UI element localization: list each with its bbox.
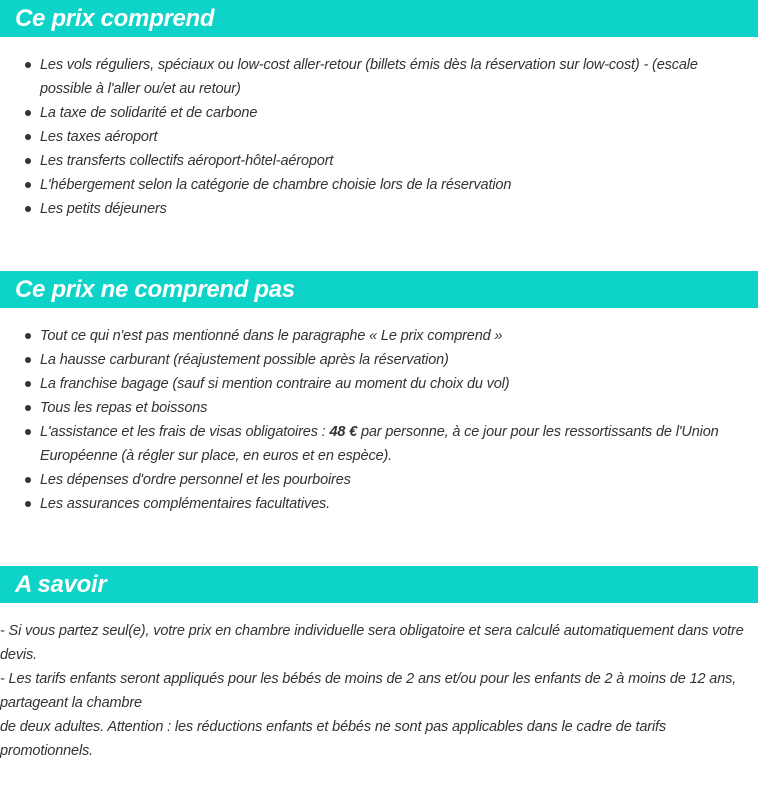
included-item: La taxe de solidarité et de carbone <box>0 101 758 125</box>
bullet-icon <box>25 405 31 411</box>
section-title-ne-comprend-pas: Ce prix ne comprend pas <box>15 276 295 303</box>
section-title-a-savoir: A savoir <box>15 571 107 598</box>
a-savoir-line: de deux adultes. Attention : les réductions enfants et bébés ne sont pas applicables dans le cadre de tarifs promotionnels. <box>0 719 667 759</box>
bullet-icon <box>25 477 31 483</box>
excluded-item: Les assurances complémentaires facultatives. <box>0 492 758 516</box>
bullet-icon <box>25 134 31 140</box>
bullet-icon <box>25 206 31 212</box>
included-list <box>0 53 758 221</box>
included-item: L'hébergement selon la catégorie de chambre choisie lors de la réservation <box>0 173 758 197</box>
a-savoir-line: - Les tarifs enfants seront appliqués pour les bébés de moins de 2 ans et/ou pour les enfants de 2 à moins de 12 ans, partageant la chambre <box>0 671 737 711</box>
a-savoir-text <box>0 619 758 763</box>
section-header-a-savoir <box>0 566 758 603</box>
included-item: Les petits déjeuners <box>0 197 758 221</box>
section-header-ne-comprend-pas <box>0 271 758 308</box>
bullet-icon <box>25 110 31 116</box>
section-title-comprend: Ce prix comprend <box>15 5 215 32</box>
bullet-icon <box>25 182 31 188</box>
excluded-item: Tout ce qui n'est pas mentionné dans le paragraphe « Le prix comprend » <box>0 324 758 348</box>
excluded-list <box>0 324 758 516</box>
excluded-item: Les dépenses d'ordre personnel et les pourboires <box>0 468 758 492</box>
visa-price: 48 € <box>329 424 358 440</box>
bullet-icon <box>25 381 31 387</box>
excluded-item: La franchise bagage (sauf si mention contraire au moment du choix du vol) <box>0 372 758 396</box>
bullet-icon <box>25 158 31 164</box>
bullet-icon <box>25 429 31 435</box>
included-item: Les taxes aéroport <box>0 125 758 149</box>
a-savoir-line: - Si vous partez seul(e), votre prix en chambre individuelle sera obligatoire et sera calculé automatiquement dans votre devis. <box>0 623 744 663</box>
section-header-comprend <box>0 0 758 37</box>
excluded-item: Tous les repas et boissons <box>0 396 758 420</box>
excluded-item-visa: L'assistance et les frais de visas obligatoires : 48 € par personne, à ce jour pour les ressortissants de l'Union Européenne (à régler sur place, en euros et en espèce). <box>0 420 758 468</box>
bullet-icon <box>25 501 31 507</box>
included-item: Les transferts collectifs aéroport-hôtel-aéroport <box>0 149 758 173</box>
excluded-item: La hausse carburant (réajustement possible après la réservation) <box>0 348 758 372</box>
bullet-icon <box>25 357 31 363</box>
bullet-icon <box>25 333 31 339</box>
included-item: Les vols réguliers, spéciaux ou low-cost aller-retour (billets émis dès la réservation sur low-cost) - (escale possible à l'aller ou/et au retour) <box>0 53 758 101</box>
bullet-icon <box>25 62 31 68</box>
